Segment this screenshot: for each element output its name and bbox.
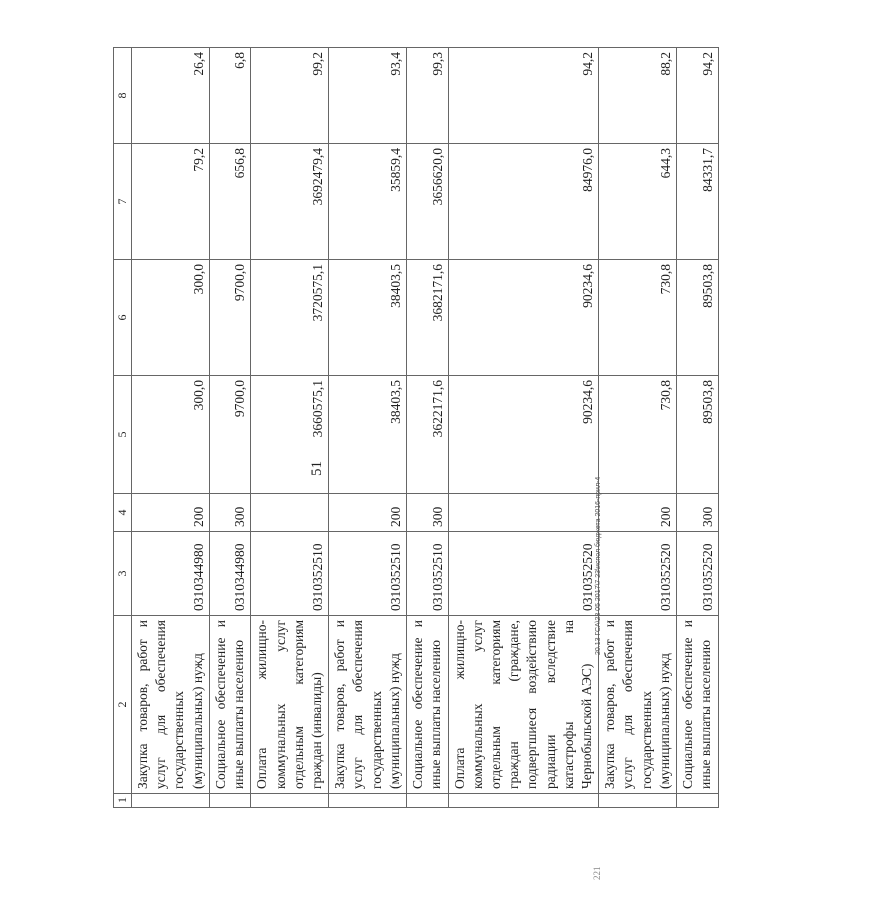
row-value-5: 3660575,1 (251, 376, 329, 494)
row-value-7: 644,3 (599, 144, 677, 260)
row-type (251, 494, 329, 532)
table-row (132, 48, 210, 808)
row-value-8: 99,3 (407, 48, 448, 144)
row-value-8: 88,2 (599, 48, 677, 144)
column-header: 2 (114, 616, 132, 794)
table-row (599, 48, 677, 808)
row-value-8: 94,2 (677, 48, 718, 144)
column-header: 5 (114, 376, 132, 494)
table-header-row (114, 48, 132, 808)
table-row (448, 48, 599, 808)
corner-mark: 221 (592, 866, 602, 880)
row-type (448, 494, 599, 532)
row-value-7: 656,8 (209, 144, 250, 260)
row-value-5: 9700,0 (209, 376, 250, 494)
row-type: 200 (132, 494, 210, 532)
row-description: Оплата жилищно-коммунальных услуг отдельным категориям граждан (граждане, подвергшиеся воздействию радиации вследствие катастрофы на Чернобыльской АЭС) (448, 616, 599, 794)
row-value-6: 730,8 (599, 260, 677, 376)
table-row (329, 48, 407, 808)
row-value-6: 90234,6 (448, 260, 599, 376)
row-description: Закупка товаров, работ и услуг для обеспечения государственных (муниципальных) нужд (599, 616, 677, 794)
page-number: 51 (309, 461, 325, 476)
row-value-7: 3692479,4 (251, 144, 329, 260)
row-description: Закупка товаров, работ и услуг для обеспечения государственных (муниципальных) нужд (132, 616, 210, 794)
row-code: 0310344980 (209, 532, 250, 616)
column-header: 1 (114, 794, 132, 808)
row-value-6: 89503,8 (677, 260, 718, 376)
row-type: 200 (329, 494, 407, 532)
budget-table (113, 47, 719, 808)
row-description: Социальное обеспечение и иные выплаты населению (407, 616, 448, 794)
row-value-5: 89503,8 (677, 376, 718, 494)
row-value-5: 38403,5 (329, 376, 407, 494)
table-row (407, 48, 448, 808)
row-value-6: 300,0 (132, 260, 210, 376)
row-type: 300 (677, 494, 718, 532)
table-row (677, 48, 718, 808)
row-value-8: 6,8 (209, 48, 250, 144)
row-code: 0310352520 (677, 532, 718, 616)
row-value-8: 94,2 (448, 48, 599, 144)
row-value-5: 90234,6 (448, 376, 599, 494)
row-value-5: 730,8 (599, 376, 677, 494)
row-value-8: 93,4 (329, 48, 407, 144)
row-value-8: 26,4 (132, 48, 210, 144)
row-type: 200 (599, 494, 677, 532)
row-value-6: 3682171,6 (407, 260, 448, 376)
row-value-8: 99,2 (251, 48, 329, 144)
column-header: 4 (114, 494, 132, 532)
row-code: 0310352520 (599, 532, 677, 616)
row-description: Закупка товаров, работ и услуг для обеспечения государственных (муниципальных) нужд (329, 616, 407, 794)
row-value-5: 300,0 (132, 376, 210, 494)
row-value-7: 35859,4 (329, 144, 407, 260)
row-value-6: 3720575,1 (251, 260, 329, 376)
row-code: 0310352510 (329, 532, 407, 616)
row-description: Оплата жилищно-коммунальных услуг отдельным категориям граждан (инвалиды) (251, 616, 329, 794)
column-header: 8 (114, 48, 132, 144)
row-code: 0310352520 (448, 532, 599, 616)
row-value-7: 79,2 (132, 144, 210, 260)
row-value-7: 3656620,0 (407, 144, 448, 260)
row-code: 0310352510 (251, 532, 329, 616)
file-stamp: 20.13 ГСА\23 05 2017\7 23\испол бюджета 2016-прил-4 (595, 476, 602, 655)
row-value-7: 84976,0 (448, 144, 599, 260)
row-description: Социальное обеспечение и иные выплаты населению (209, 616, 250, 794)
column-header: 6 (114, 260, 132, 376)
column-header: 3 (114, 532, 132, 616)
column-header: 7 (114, 144, 132, 260)
row-type: 300 (407, 494, 448, 532)
row-description: Социальное обеспечение и иные выплаты населению (677, 616, 718, 794)
row-type: 300 (209, 494, 250, 532)
table-row (209, 48, 250, 808)
row-code: 0310344980 (132, 532, 210, 616)
row-value-7: 84331,7 (677, 144, 718, 260)
table-row (251, 48, 329, 808)
row-value-6: 38403,5 (329, 260, 407, 376)
row-value-6: 9700,0 (209, 260, 250, 376)
row-value-5: 3622171,6 (407, 376, 448, 494)
row-code: 0310352510 (407, 532, 448, 616)
